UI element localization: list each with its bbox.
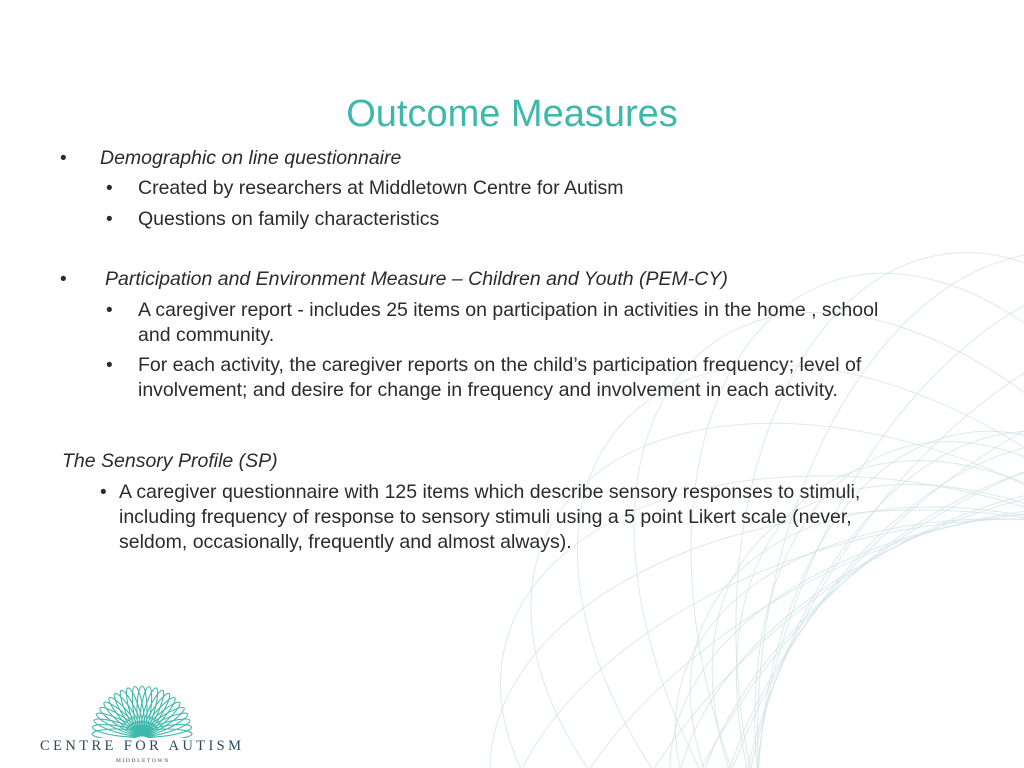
centre-logo — [34, 672, 250, 768]
bullet-icon: • — [106, 209, 113, 230]
pemcy-item-1-line1: A caregiver report - includes 25 items on participation in activities in the home , school — [138, 299, 879, 321]
section-heading-demographic: Demographic on line questionnaire — [100, 147, 402, 169]
slide-title: Outcome Measures — [346, 93, 678, 135]
demographic-item: Created by researchers at Middletown Centre for Autism — [138, 177, 624, 199]
pemcy-item-2-line1: For each activity, the caregiver reports on the child’s participation frequency; level of — [138, 354, 862, 376]
logo-name: CENTRE FOR AUTISM — [40, 738, 245, 754]
demographic-item: Questions on family characteristics — [138, 208, 440, 230]
bullet-icon: • — [100, 482, 107, 503]
sp-item-line3: seldom, occasionally, frequently and almost always). — [119, 531, 572, 553]
sp-item-line1: A caregiver questionnaire with 125 items which describe sensory responses to stimuli, — [119, 481, 861, 503]
section-heading-sp: The Sensory Profile (SP) — [62, 450, 278, 472]
sp-item-line2: including frequency of response to sensory stimuli using a 5 point Likert scale (never, — [119, 506, 852, 528]
spiro-line — [501, 342, 1024, 768]
spiro-line — [583, 350, 1024, 768]
pemcy-item-2-line2: involvement; and desire for change in frequency and involvement in each activity. — [138, 379, 838, 401]
spiro-line — [689, 401, 1024, 768]
spiro-line — [583, 360, 1024, 768]
bullet-icon: • — [106, 355, 113, 376]
spiro-line — [429, 382, 1024, 768]
logo-subtitle: MIDDLETOWN — [116, 758, 170, 764]
spiro-line — [443, 393, 1024, 768]
pemcy-item-1-line2: and community. — [138, 324, 275, 346]
bullet-icon: • — [106, 178, 113, 199]
bullet-icon: • — [106, 300, 113, 321]
spiro-line — [618, 393, 1024, 768]
section-heading-pemcy: Participation and Environment Measure – Children and Youth (PEM-CY) — [105, 268, 728, 290]
bullet-icon: • — [60, 148, 67, 169]
fan-logo-icon — [88, 680, 196, 738]
bullet-icon: • — [60, 269, 67, 290]
spiro-line — [646, 360, 1024, 768]
